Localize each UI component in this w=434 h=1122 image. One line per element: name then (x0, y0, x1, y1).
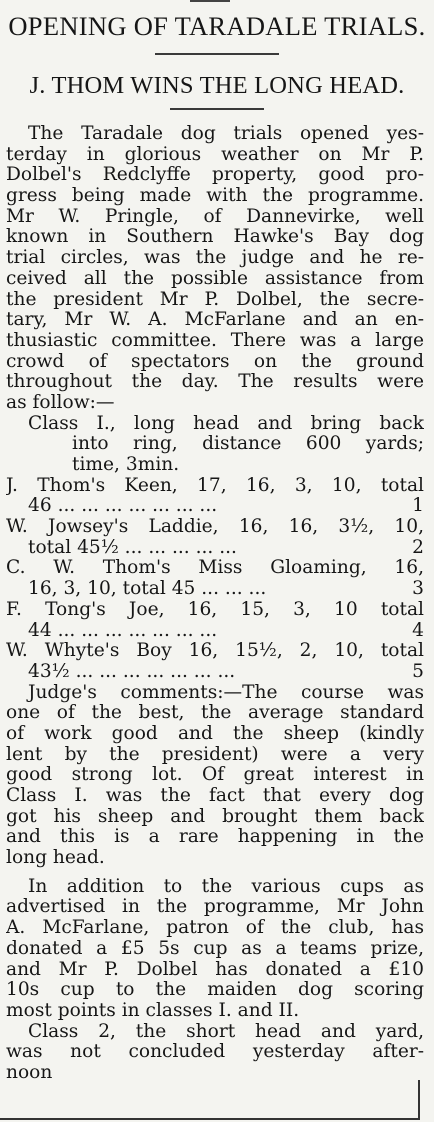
result-name: C. W. Thom's Miss Gloaming, 16, (6, 558, 424, 579)
text-line: ceived all the possible assistance from (6, 268, 424, 289)
result-total: 46 ... ... ... ... ... ... ... (28, 495, 218, 517)
text-line: and Mr P. Dolbel has donated a £10 (6, 959, 424, 980)
text-line: one of the best, the average standard (6, 703, 424, 724)
text-line: A. McFarlane, patron of the club, has (6, 918, 424, 939)
article-body (6, 124, 424, 1084)
result-entry (6, 517, 424, 558)
text-line: lent by the president) were a very (6, 744, 424, 765)
result-entry (6, 558, 424, 599)
text-line: most points in classes I. and II. (6, 999, 300, 1021)
text-line: tary, Mr W. A. McFarlane and an en- (6, 310, 424, 331)
result-total-row (6, 538, 424, 559)
class-heading (6, 414, 424, 476)
text-line: terday in glorious weather on Mr P. (6, 144, 424, 165)
result-entry (6, 476, 424, 517)
text-line: advertised in the programme, Mr John (6, 897, 424, 918)
result-total-row (6, 621, 424, 642)
result-place: 2 (412, 536, 424, 558)
result-total: total 45½ ... ... ... ... ... (28, 536, 237, 558)
cups-paragraph (6, 877, 424, 1022)
bottom-rule (0, 1118, 420, 1120)
text-line: was not concluded yesterday after- (6, 1042, 424, 1063)
results-list (6, 476, 424, 683)
result-place: 4 (412, 619, 424, 641)
text-line: gress being made with the programme. (6, 186, 424, 207)
headline-divider (155, 53, 279, 55)
result-place: 3 (412, 578, 424, 600)
result-name: W. Whyte's Boy 16, 15½, 2, 10, total (6, 641, 424, 662)
text-line: long head. (6, 847, 105, 869)
subheadline-divider (170, 108, 264, 110)
result-total-row (6, 662, 424, 683)
intro-paragraph (6, 124, 424, 414)
column-border (418, 1080, 420, 1118)
text-line: noon (6, 1061, 53, 1083)
text-line: as follow:— (6, 391, 115, 413)
result-total-row (6, 496, 424, 517)
result-name: F. Tong's Joe, 16, 15, 3, 10 total (6, 599, 424, 620)
text-line: got his sheep and brought them back (6, 806, 424, 827)
result-entry (6, 641, 424, 682)
result-name: J. Thom's Keen, 17, 16, 3, 10, total (6, 475, 424, 496)
text-line: The Taradale dog trials opened yes- (28, 124, 424, 144)
result-total: 16, 3, 10, total 45 ... ... ... (28, 578, 267, 600)
text-line: Class I., long head and bring back (28, 413, 424, 434)
text-line: Judge's comments:—The course was (28, 682, 424, 703)
result-total-row (6, 579, 424, 600)
text-line: crowd of spectators on the ground (6, 351, 424, 372)
text-line: of work good and the sheep (kindly (6, 723, 424, 744)
class2-paragraph (6, 1022, 424, 1084)
result-name: W. Jowsey's Laddie, 16, 16, 3½, 10, (6, 517, 424, 538)
text-line: Dolbel's Redclyffe property, good pro- (6, 165, 424, 186)
text-line: throughout the day. The results were (6, 372, 424, 393)
text-line: into ring, distance 600 yards; (72, 434, 424, 455)
subheadline: J. THOM WINS THE LONG HEAD. (29, 72, 405, 99)
result-total: 44 ... ... ... ... ... ... ... (28, 619, 218, 641)
result-place: 5 (412, 660, 424, 682)
result-place: 1 (412, 495, 424, 517)
text-line: Mr W. Pringle, of Dannevirke, well (6, 206, 424, 227)
text-line: In addition to the various cups as (28, 876, 424, 897)
text-line: thusiastic committee. There was a large (6, 330, 424, 351)
text-line: known in Southern Hawke's Bay dog (6, 227, 424, 248)
result-total: 43½ ... ... ... ... ... ... ... (28, 660, 236, 682)
text-line: Class I. was the fact that every dog (6, 786, 424, 806)
text-line: and this is a rare happening in the (6, 827, 424, 848)
text-line: trial circles, was the judge and he re- (6, 248, 424, 269)
text-line: 10s cup to the maiden dog scoring (6, 980, 424, 1001)
result-entry (6, 600, 424, 641)
text-line: the president Mr P. Dolbel, the secre- (6, 289, 424, 310)
top-rule (190, 0, 230, 2)
text-line: time, 3min. (72, 454, 180, 475)
judge-comments-paragraph (6, 683, 424, 869)
text-line: good strong lot. Of great interest in (6, 765, 424, 786)
text-line: donated a £5 5s cup as a teams prize, (6, 938, 424, 959)
headline: OPENING OF TARADALE TRIALS. (8, 11, 426, 41)
text-line: Class 2, the short head and yard, (28, 1021, 424, 1042)
